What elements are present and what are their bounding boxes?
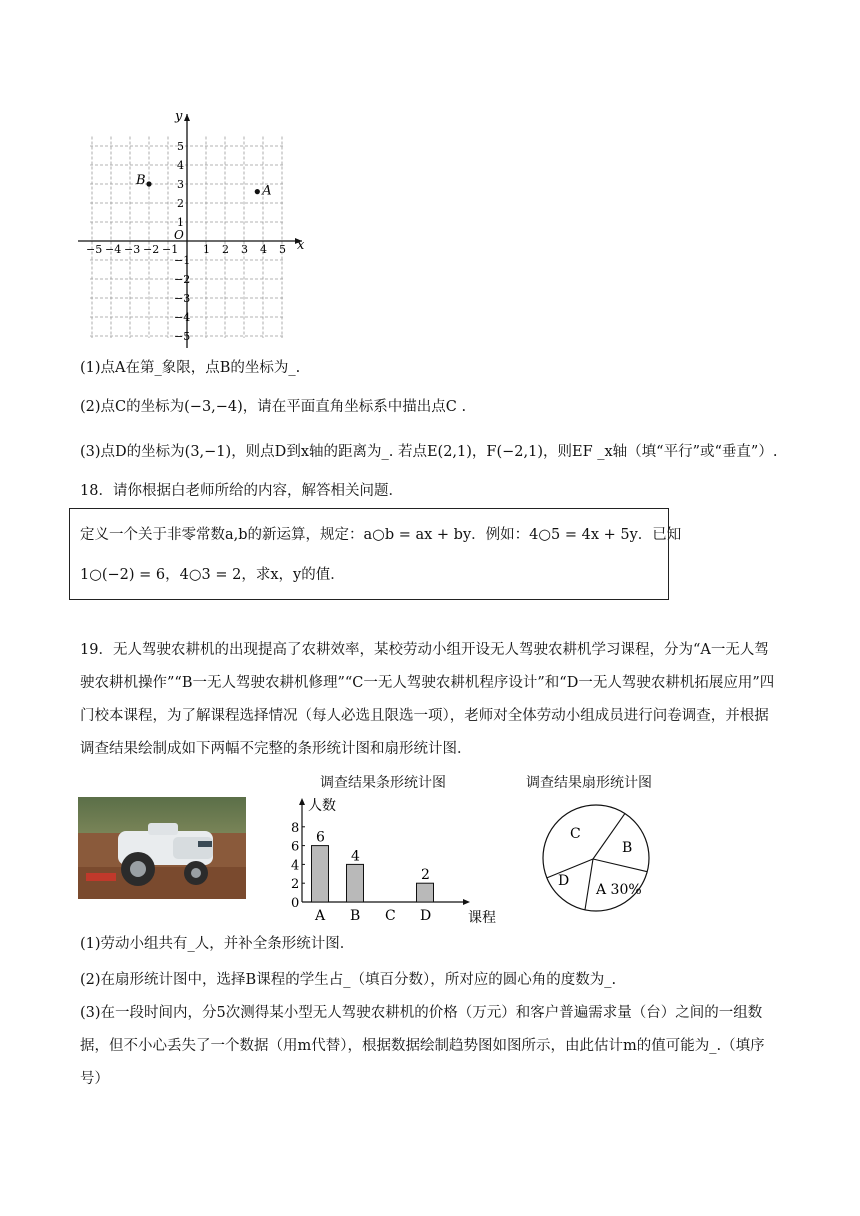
bar-chart-y-ticks [291,821,305,911]
axes [78,109,305,348]
point-label: A [262,183,272,199]
x-tick-label: 1 [203,243,210,256]
bar-y-tick: 6 [291,839,300,855]
x-tick-label: −3 [124,243,141,256]
q19-part3: (3)在一段时间内，分5次测得某小型无人驾驶农耕机的价格（万元）和客户普遍需求量（台）之间的一组数据，但不小心丢失了一个数据（用m代替），根据数据绘制趋势图如图所示，由此估计m的值可能为_.（填序号） [80,1005,765,1087]
bar-A [312,846,329,902]
x-tick-label: 4 [260,243,267,256]
bar-y-tick: 0 [291,896,300,911]
y-tick-label: −1 [174,254,191,267]
origin-label: O [174,228,184,242]
bar-chart-title: 调查结果条形统计图 [320,775,446,791]
bar-category: C [385,908,396,924]
y-tick-label: 2 [177,197,184,210]
x-tick-label: −5 [86,243,103,256]
bar-chart-bars [312,830,434,902]
point-B [146,181,151,186]
bar-B [347,864,364,902]
bar-y-tick: 2 [291,877,300,893]
coordinate-plane [70,108,320,356]
y-tick-label: −5 [174,330,191,343]
x-axis-label: x [297,238,305,253]
x-tick-label: −2 [143,243,160,256]
q17-part1: (1)点A在第_象限，点B的坐标为_. [80,360,301,376]
y-tick-label: −2 [174,273,191,286]
pie-slice-label: C [570,826,581,842]
plotted-points [135,173,272,199]
tractor-image [78,797,246,899]
definition-line-1: 定义一个关于非零常数a,b的新运算，规定：a○b = ax + by．例如：4○5 = 4x + 5y．已知 [80,527,682,543]
y-tick-label: 4 [177,159,184,172]
bar-chart-categories [314,908,431,924]
bar-category: A [315,908,326,924]
q19-paragraph: 19．无人驾驶农耕机的出现提高了农耕效率，某校劳动小组开设无人驾驶农耕机学习课程，分为“A一无人驾驶农耕机操作”“B一无人驾驶农耕机修理”“C一无人驾驶农耕机程序设计”和“D一无人驾驶农耕机拓展应用”四门校本课程，为了解课程选择情况（每人必选且限选一项），老师对全体劳动小组成员进行问卷调查，并根据调查结果绘制成如下两幅不完整的条形统计图和扇形统计图． [80,642,775,757]
bar-y-tick: 8 [291,820,300,836]
point-label: B [136,173,146,188]
q17-part2: (2)点C的坐标为(−3,−4)，请在平面直角坐标系中描出点C . [80,399,467,415]
bar-category: B [350,908,361,924]
x-tick-label: 5 [279,243,286,256]
pie-slice-label: D [558,873,570,889]
bar-y-tick: 4 [291,858,300,874]
bar-data-label: 4 [351,848,360,865]
bar-data-label: 6 [316,829,325,846]
pie-slice-label: B [622,840,633,856]
pie-slice-label: A 30% [596,882,642,898]
x-tick-label: 3 [241,243,248,256]
q17-part3: (3)点D的坐标为(3,−1)，则点D到x轴的距离为_. 若点E(2,1)，F(−2,1)，则EF _x轴（填“平行”或“垂直”）. [80,444,778,460]
y-tick-label: −4 [174,311,191,324]
q19-part1: (1)劳动小组共有_人，并补全条形统计图． [80,936,355,952]
x-tick-label: 2 [222,243,229,256]
bar-chart [280,796,510,928]
pie-chart [540,800,660,920]
q18-heading: 18．请你根据白老师所给的内容，解答相关问题． [80,483,403,499]
tractor-photo [78,797,246,899]
y-tick-label: 3 [177,178,184,191]
bar-category: D [420,908,432,924]
y-axis-label: y [175,109,183,124]
q19-part2: (2)在扇形统计图中，选择B课程的学生占_（填百分数），所对应的圆心角的度数为_. [80,972,617,988]
bar-chart-ylabel: 人数 [308,798,336,814]
x-tick-label: −4 [105,243,122,256]
pie-chart-title: 调查结果扇形统计图 [526,775,652,791]
y-tick-label: 5 [177,140,184,153]
y-tick-label: 1 [177,216,184,229]
y-tick-label: −3 [174,292,191,305]
x-tick-label: −1 [162,243,179,256]
point-A [255,189,260,194]
definition-box [69,508,682,600]
bar-chart-xlabel: 课程 [468,910,496,926]
bar-D [417,883,434,902]
pie-labels [558,826,642,898]
bar-data-label: 2 [421,867,430,884]
definition-line-2: 1○(−2) = 6，4○3 = 2，求x，y的值． [80,567,345,583]
